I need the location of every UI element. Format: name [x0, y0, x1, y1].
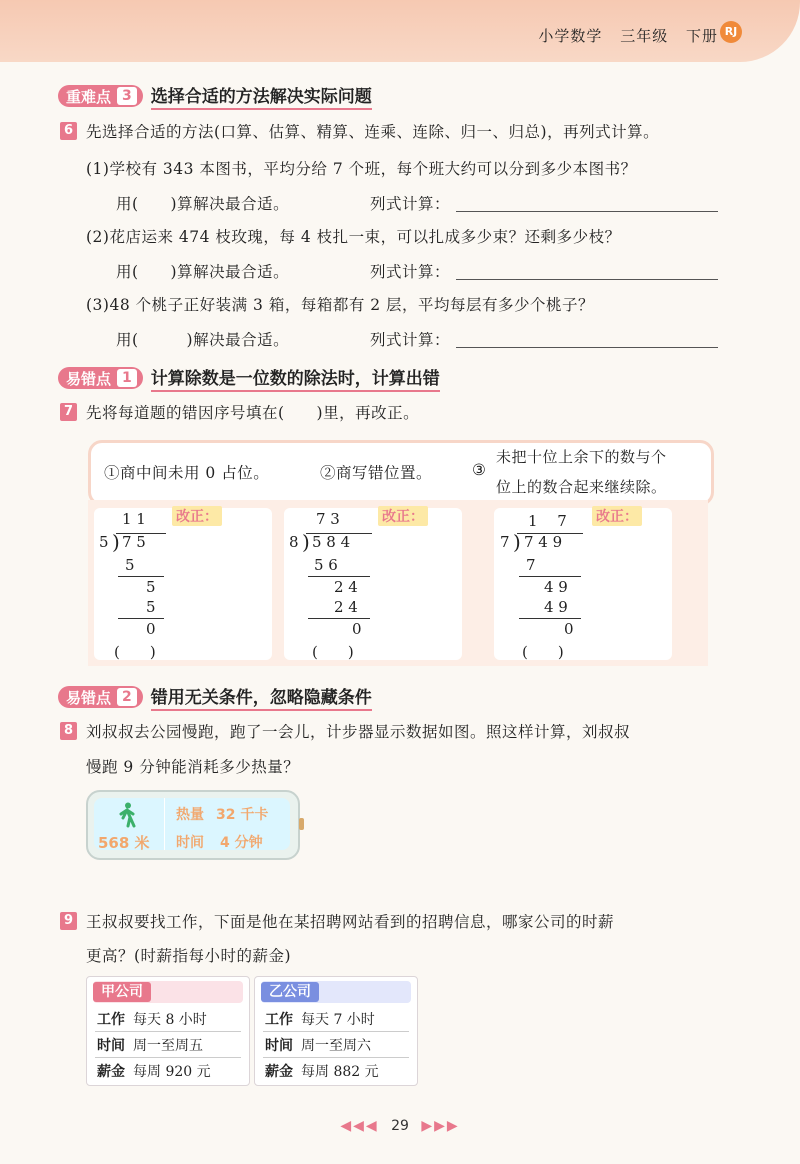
card-divider	[95, 1031, 241, 1032]
step-1: 5 6	[314, 556, 338, 574]
company-pay: 薪金 每周 882 元	[265, 1064, 379, 1080]
division-bracket: )	[513, 530, 521, 554]
division-bracket: )	[302, 530, 310, 554]
q6-part1-use: 用( )算解决最合适。	[116, 195, 290, 213]
quotient: 7 3	[316, 510, 340, 528]
q8-line2: 慢跑 9 分钟能消耗多少热量？	[86, 758, 300, 776]
fix-label: 改正：	[378, 506, 428, 526]
step-line	[519, 618, 581, 619]
quotient: 1 1	[122, 510, 146, 528]
question-number-8: 8	[60, 722, 77, 740]
section-tag-zhongnandian	[58, 82, 372, 110]
q6-part1-answer-line[interactable]	[456, 211, 718, 212]
step-1: 7	[526, 556, 536, 574]
step-3: 5	[146, 598, 156, 616]
company-work: 工作 每天 8 小时	[97, 1012, 207, 1028]
step-line	[519, 576, 581, 577]
card-divider	[263, 1057, 409, 1058]
quotient: 1 7	[528, 512, 567, 530]
step-2: 4 9	[544, 578, 568, 596]
pedometer-clip	[299, 818, 304, 830]
right-arrows-icon: ▶▶▶	[421, 1118, 460, 1134]
fix-label: 改正：	[592, 506, 642, 526]
reason-blank-2[interactable]: ( )	[312, 643, 354, 661]
question-number-6: 6	[60, 122, 77, 140]
divisor: 5	[99, 533, 109, 551]
step-2: 5	[146, 578, 156, 596]
q6-part2-calc-label: 列式计算：	[370, 263, 451, 281]
pedometer-time-value: 4 分钟	[220, 835, 263, 851]
tag-pill: 易错点 1	[58, 367, 143, 389]
reason-blank-1[interactable]: ( )	[114, 643, 156, 661]
step-4: 0	[564, 620, 574, 638]
problem-2-area	[284, 508, 462, 660]
step-4: 0	[146, 620, 156, 638]
company-pay: 薪金 每周 920 元	[97, 1064, 211, 1080]
pedometer-distance: 568 米	[98, 834, 150, 852]
card-divider	[95, 1057, 241, 1058]
company-time: 时间 周一至周五	[97, 1038, 203, 1054]
reason-1: ①商中间未用 0 占位。	[104, 464, 270, 482]
q6-part3-text: (3)48 个桃子正好装满 3 箱，每箱都有 2 层，平均每层有多少个桃子？	[86, 296, 595, 314]
company-card-head: 乙公司	[261, 981, 411, 1003]
q6-part3-answer-line[interactable]	[456, 347, 718, 348]
pedometer-heat-label: 热量	[176, 807, 204, 823]
q6-part2-text: (2)花店运来 474 枝玫瑰，每 4 枝扎一束，可以扎成多少束？还剩多少枝？	[86, 228, 621, 246]
dividend: 7 4 9	[524, 533, 563, 551]
section-tag-yicuodian-2	[58, 683, 372, 711]
divisor: 8	[289, 533, 299, 551]
section-tag-yicuodian-1	[58, 364, 440, 392]
section-title: 计算除数是一位数的除法时，计算出错	[151, 364, 440, 392]
reason-2: ②商写错位置。	[320, 464, 433, 482]
q6-part3-calc-label: 列式计算：	[370, 331, 451, 349]
q6-stem: 先选择合适的方法(口算、估算、精算、连乘、连除、归一、归总)，再列式计算。	[86, 123, 660, 141]
edition-badge: RJ	[720, 21, 742, 43]
q6-part1-calc-label: 列式计算：	[370, 195, 451, 213]
tag-pill: 重难点 3	[58, 85, 143, 107]
section-title: 选择合适的方法解决实际问题	[151, 82, 372, 110]
q7-stem: 先将每道题的错因序号填在( )里，再改正。	[86, 404, 420, 422]
reason-3-line2: 位上的数合起来继续除。	[496, 478, 667, 496]
reason-blank-3[interactable]: ( )	[522, 643, 564, 661]
company-card-jia	[86, 976, 250, 1086]
left-arrows-icon: ◀◀◀	[340, 1118, 379, 1134]
reason-3-marker: ③	[472, 461, 487, 479]
company-time: 时间 周一至周六	[265, 1038, 371, 1054]
card-divider	[263, 1031, 409, 1032]
company-card-yi	[254, 976, 418, 1086]
pedometer	[86, 790, 300, 860]
q6-part1-text: (1)学校有 343 本图书，平均分给 7 个班，每个班大约可以分到多少本图书？	[86, 160, 637, 178]
problem-1-area	[94, 508, 272, 660]
step-line	[118, 618, 164, 619]
divisor: 7	[500, 533, 510, 551]
walking-person-icon	[116, 802, 138, 828]
q8-line1: 刘叔叔去公园慢跑，跑了一会儿，计步器显示数据如图。照这样计算，刘叔叔	[86, 723, 631, 741]
fix-label: 改正：	[172, 506, 222, 526]
company-work: 工作 每天 7 小时	[265, 1012, 375, 1028]
pedometer-heat-value: 32 千卡	[216, 807, 269, 823]
page-number	[0, 1118, 800, 1134]
pedometer-divider	[164, 798, 165, 850]
dividend: 7 5	[122, 533, 146, 551]
q9-line2: 更高？(时薪指每小时的薪金)	[86, 947, 292, 965]
step-line	[308, 618, 370, 619]
step-2: 2 4	[334, 578, 358, 596]
step-line	[308, 576, 370, 577]
step-4: 0	[352, 620, 362, 638]
question-number-7: 7	[60, 403, 77, 421]
header-text	[526, 25, 718, 46]
tag-pill: 易错点 2	[58, 686, 143, 708]
page-number-value: 29	[391, 1118, 409, 1134]
question-number-9: 9	[60, 912, 77, 930]
q6-part2-answer-line[interactable]	[456, 279, 718, 280]
section-title: 错用无关条件，忽略隐藏条件	[151, 683, 372, 711]
company-card-head: 甲公司	[93, 981, 243, 1003]
header-grade: 三年级	[620, 27, 669, 45]
step-3: 2 4	[334, 598, 358, 616]
q6-part3-use: 用( )解决最合适。	[116, 331, 290, 349]
q6-part2-use: 用( )算解决最合适。	[116, 263, 290, 281]
step-1: 5	[125, 556, 135, 574]
dividend: 5 8 4	[312, 533, 351, 551]
q9-line1: 王叔叔要找工作，下面是他在某招聘网站看到的招聘信息，哪家公司的时薪	[86, 913, 615, 931]
pedometer-time-label: 时间	[176, 835, 204, 851]
header-subject: 小学数学	[538, 27, 603, 45]
reason-3-line1: 未把十位上余下的数与个	[496, 448, 667, 466]
header-volume: 下册	[685, 27, 718, 45]
division-bracket: )	[112, 530, 120, 554]
step-line	[118, 576, 164, 577]
step-3: 4 9	[544, 598, 568, 616]
